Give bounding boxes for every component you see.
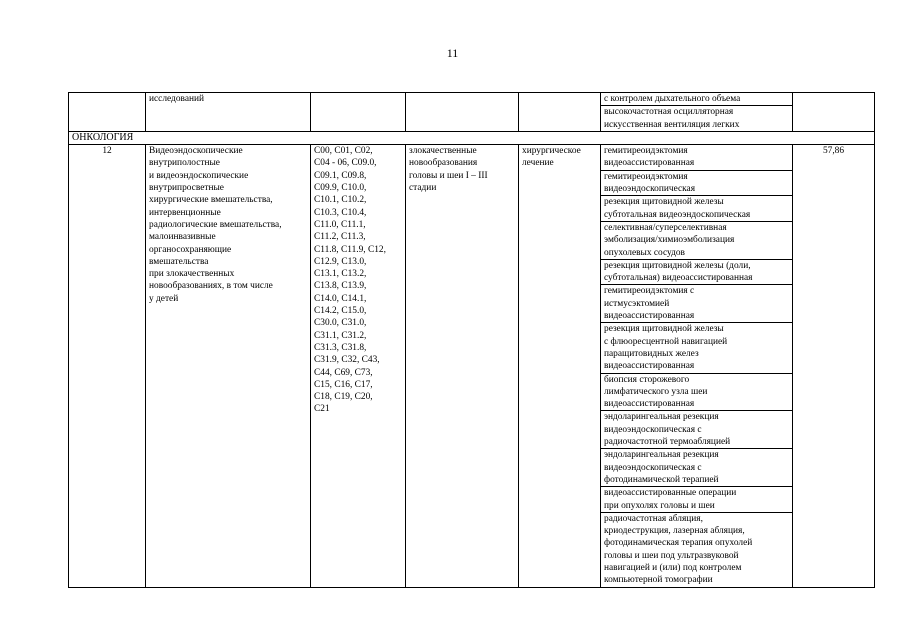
row-number: 12	[69, 145, 146, 587]
section-row	[69, 131, 875, 144]
medical-care-table	[68, 92, 875, 588]
cell-cost	[793, 93, 875, 132]
method-item: гемитиреоидэктомия с истмусэктомией видеоассистированная	[601, 285, 792, 323]
method-item: с контролем дыхательного объема	[601, 93, 792, 106]
patient-model: злокачественные новообразования головы и шеи I – III стадии	[406, 145, 519, 587]
method-item: эндоларингеальная резекция видеоэндоскопическая с радиочастотной термоабляцией	[601, 411, 792, 449]
method-item: видеоассистированные операции при опухолях головы и шеи	[601, 487, 792, 513]
continuation-row	[69, 93, 875, 132]
method-item: резекция щитовидной железы (доли, субтотальная) видеоассистированная	[601, 260, 792, 286]
cell-model	[406, 93, 519, 132]
method-item: гемитиреоидэктомия видеоэндоскопическая	[601, 171, 792, 197]
treatment-methods	[601, 145, 793, 587]
section-title: ОНКОЛОГИЯ	[69, 131, 875, 144]
cell-name: исследований	[146, 93, 311, 132]
page-number: 11	[446, 46, 459, 60]
cell-number	[69, 93, 146, 132]
treatment-type: хирургическое лечение	[519, 145, 601, 587]
cell-treatment	[519, 93, 601, 132]
cost-value: 57,86	[793, 145, 875, 587]
table-row	[69, 145, 875, 587]
cell-codes	[311, 93, 406, 132]
method-item: радиочастотная абляция, криодеструкция, лазерная абляция, фотодинамическая терапия опухолей головы и шеи под ультразвуковой навигацией и (или) под контролем компьютерной томографии	[604, 513, 753, 586]
method-item: биопсия сторожевого лимфатического узла шеи видеоассистированная	[601, 374, 792, 412]
cell-methods	[601, 93, 793, 132]
method-item: селективная/суперселективная эмболизация/химиоэмболизация опухолевых сосудов	[601, 222, 792, 260]
intervention-name: Видеоэндоскопические внутриполостные и видеоэндоскопические внутрипросветные хирургические вмешательства, интервенционные радиологические вмешательства, малоинвазивные органосохраняющие вмешательства при злокачественных новообразованиях, в том числе у детей	[146, 145, 311, 587]
method-item: эндоларингеальная резекция видеоэндоскопическая с фотодинамической терапией	[601, 449, 792, 487]
method-item: высокочастотная осцилляторная искусственная вентиляция легких	[604, 107, 740, 130]
icd-codes: C00, C01, C02, C04 - 06, C09.0, C09.1, C09.8, C09.9, C10.0, C10.1, C10.2, C10.3, C10.4, C11.0, C11.1, C11.2, C11.3, C11.8, C11.9, C12, C12.9, C13.0, C13.1, C13.2, C13.8, C13.9, C14.0, C14.1, C14.2, C15.0, C30.0, C31.0, C31.1, C31.2, C31.3, C31.8, C31.9, C32, C43, C44, C69, C73, C15, C16, C17, C18, C19, C20, C21	[311, 145, 406, 587]
method-item: гемитиреоидэктомия видеоассистированная	[601, 145, 792, 171]
method-item: резекция щитовидной железы с флюоресцентной навигацией паращитовидных желез видеоассистированная	[601, 323, 792, 373]
method-item: резекция щитовидной железы субтотальная видеоэндоскопическая	[601, 196, 792, 222]
